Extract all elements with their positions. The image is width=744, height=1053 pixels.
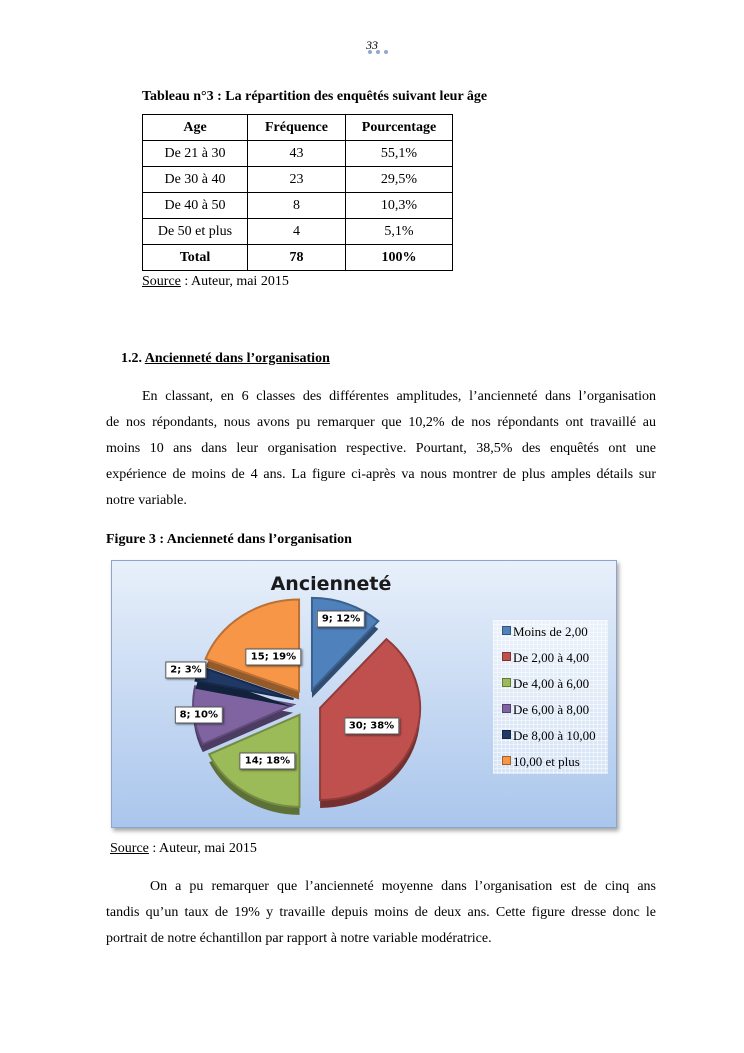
pie-data-label: 14; 18% [240, 753, 295, 770]
table-row [143, 219, 453, 245]
legend-item [502, 624, 588, 640]
section-number: 1.2. [121, 351, 142, 366]
legend-label: De 6,00 à 8,00 [513, 702, 590, 717]
table-row [143, 141, 453, 167]
table-cell: 43 [248, 141, 346, 167]
age-table [142, 114, 453, 271]
source-text: : Auteur, mai 2015 [180, 274, 289, 289]
figure-source [110, 841, 257, 857]
table-cell: 5,1% [346, 219, 453, 245]
section-title: Ancienneté dans l’organisation [144, 351, 330, 366]
table-header-cell: Age [143, 115, 248, 141]
table-total-cell: Total [143, 245, 248, 271]
paragraph-line: de nos répondants, nous avons pu remarquer que 10,2% de nos répondants ont travaillé au [106, 415, 656, 430]
pie-data-label: 9; 12% [317, 611, 365, 628]
table-row [143, 193, 453, 219]
chart-legend [493, 620, 608, 774]
table-header-cell: Fréquence [248, 115, 346, 141]
paragraph-line: notre variable. [106, 493, 187, 508]
legend-item [502, 650, 589, 666]
paragraph-1 [106, 384, 656, 514]
section-heading [121, 351, 330, 367]
paragraph-line: On a pu remarquer que l’ancienneté moyenne dans l’organisation est de cinq ans [150, 879, 656, 894]
paragraph-2 [106, 874, 656, 952]
paragraph-line: portrait de notre échantillon par rapport à notre variable modératrice. [106, 931, 492, 946]
table-cell: 23 [248, 167, 346, 193]
legend-swatch [502, 626, 511, 635]
table-cell: 4 [248, 219, 346, 245]
table-row [143, 167, 453, 193]
table-cell: 29,5% [346, 167, 453, 193]
legend-swatch [502, 756, 511, 765]
legend-swatch [502, 730, 511, 739]
page-number: 33 [366, 38, 378, 52]
legend-label: 10,00 et plus [513, 754, 580, 769]
legend-label: De 8,00 à 10,00 [513, 728, 596, 743]
pie-data-label: 8; 10% [175, 707, 223, 724]
table-cell: De 21 à 30 [143, 141, 248, 167]
table-cell: De 30 à 40 [143, 167, 248, 193]
paragraph-line: En classant, en 6 classes des différentes amplitudes, l’ancienneté dans l’organisation [142, 389, 656, 404]
paragraph-line: tandis qu’un taux de 19% y travaille depuis moins de deux ans. Cette figure dresse donc le [106, 905, 656, 920]
source-text: : Auteur, mai 2015 [148, 841, 257, 856]
table-cell: 10,3% [346, 193, 453, 219]
legend-item [502, 702, 589, 718]
table-cell: De 50 et plus [143, 219, 248, 245]
legend-label: De 4,00 à 6,00 [513, 676, 590, 691]
table-caption: Tableau n°3 : La répartition des enquêtés suivant leur âge [142, 89, 488, 104]
legend-item [502, 754, 580, 770]
legend-item [502, 676, 589, 692]
legend-label: De 2,00 à 4,00 [513, 650, 590, 665]
legend-swatch [502, 652, 511, 661]
pie-data-label: 2; 3% [165, 662, 206, 679]
legend-swatch [502, 704, 511, 713]
paragraph-line: moins 10 ans dans leur organisation respective. Pourtant, 38,5% des enquêtés ont une [106, 441, 656, 456]
source-label: Source [110, 841, 149, 856]
chart-title: Ancienneté [270, 573, 392, 595]
table-total-row [143, 245, 453, 271]
figure-caption: Figure 3 : Ancienneté dans l’organisation [106, 532, 352, 547]
table-total-cell: 78 [248, 245, 346, 271]
table-header-row [143, 115, 453, 141]
source-label: Source [142, 274, 181, 289]
legend-label: Moins de 2,00 [513, 624, 588, 639]
pie-data-label: 15; 19% [246, 649, 301, 666]
table-cell: 55,1% [346, 141, 453, 167]
table-total-cell: 100% [346, 245, 453, 271]
paragraph-line: expérience de moins de 4 ans. La figure ci-après va nous montrer de plus amples détails sur [106, 467, 656, 482]
table-source [142, 274, 289, 290]
legend-swatch [502, 678, 511, 687]
legend-item [502, 728, 596, 744]
table-cell: 8 [248, 193, 346, 219]
pie-data-label: 30; 38% [344, 717, 399, 734]
table-cell: De 40 à 50 [143, 193, 248, 219]
table-header-cell: Pourcentage [346, 115, 453, 141]
